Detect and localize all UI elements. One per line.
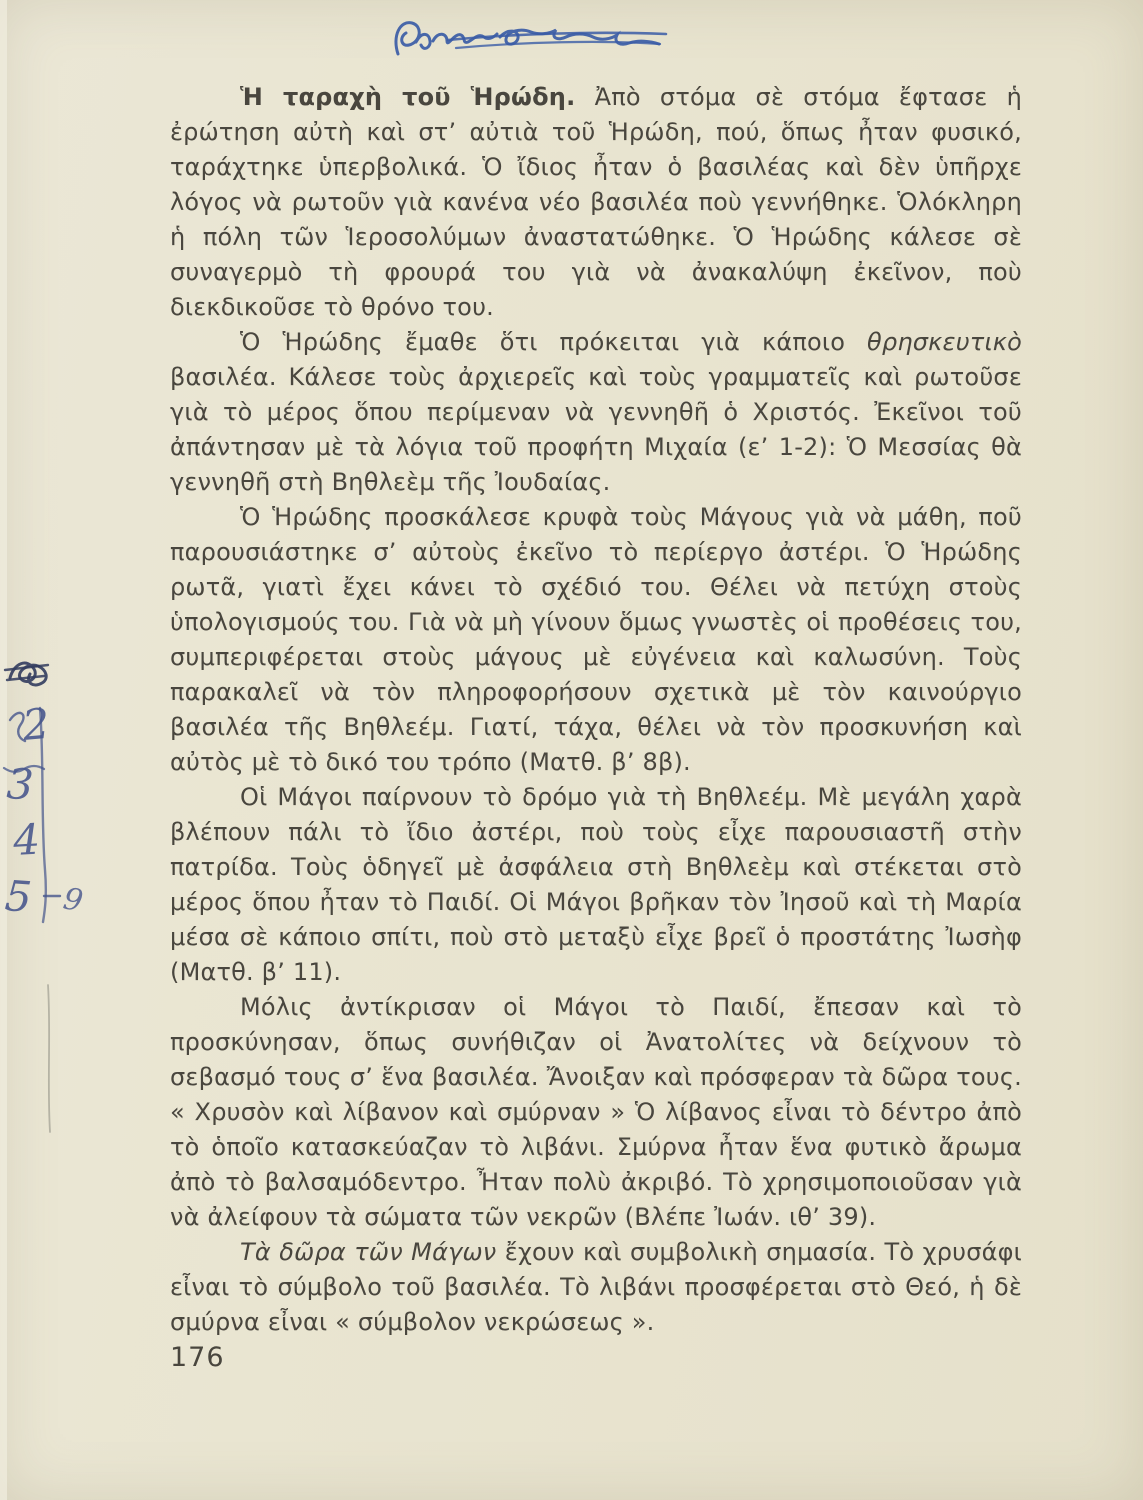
text-segment: θρησκευτικὸ [867,328,1022,356]
margin-mark: 9 [60,881,86,920]
ink-scribble-annotation [390,14,675,66]
text-segment: Τὰ δῶρα τῶν Μάγων [240,1238,497,1266]
page-number: 176 [170,1342,225,1373]
text-segment: Ὁ Ἡρώδης προσκάλεσε κρυφὰ τοὺς Μάγους γιὰ νὰ μάθη, ποῦ παρουσιάστηκε σ’ αὐτοὺς ἐκεῖνο τὸ περίεργο ἀστέρι. Ὁ Ἡρώδης ρωτᾶ, γιατὶ ἔχει κάνει τὸ σχέδιό του. Θέλει νὰ πετύχη στοὺς ὑπολογισμούς του. Γιὰ νὰ μὴ γίνουν ὅμως γνωστὲς οἱ προθέσεις του, συμπεριφέρεται στοὺς μάγους μὲ εὐγένεια καὶ καλωσύνη. Τοὺς παρακαλεῖ νὰ τὸν πληροφορήσουν σχετικὰ μὲ τὸν καινούργιο βασιλέα τῆς Βηθλεέμ. Γιατί, τάχα, θέλει νὰ τὸν προσκυνήση καὶ αὐτὸς μὲ τὸ δικό του τρόπο (Ματθ. β’ 8β). [170,503,1022,776]
paragraph [170,1235,1022,1340]
text-segment: ἔχουν καὶ συμβολικὴ σημασία. Τὸ χρυσάφι εἶναι τὸ σύμβολο τοῦ βασιλέα. Τὸ λιβάνι προσφέρεται στὸ Θεό, ἡ δὲ σμύρνα εἶναι « σύμβολον νεκρώσεως ». [170,1238,1022,1336]
paragraph [170,500,1022,780]
pencil-line [48,985,50,1132]
margin-mark: 5 [3,871,34,922]
paragraph [170,325,1022,500]
text-segment: Μόλις ἀντίκρισαν οἱ Μάγοι τὸ Παιδί, ἔπεσαν καὶ τὸ προσκύνησαν, ὅπως συνήθιζαν οἱ Ἀνατολίτες νὰ δείχνουν τὸ σεβασμό τους σ’ ἕνα βασιλέα. Ἄνοιξαν καὶ πρόσφεραν τὰ δῶρα τους. « Χρυσὸν καὶ λίβανον καὶ σμύρναν » Ὁ λίβανος εἶναι τὸ δέντρο ἀπὸ τὸ ὁποῖο κατασκεύαζαν τὸ λιβάνι. Σμύρνα ἦταν ἕνα φυτικὸ ἄρωμα ἀπὸ τὸ βαλσαμόδεντρο. Ἦταν πολὺ ἀκριβό. Τὸ χρησιμοποιοῦσαν γιὰ νὰ ἀλείφουν τὰ σώματα τῶν νεκρῶν (Βλέπε Ἰωάν. ιθ’ 39). [170,993,1022,1231]
text-segment: Ὁ Ἡρώδης ἔμαθε ὅτι πρόκειται γιὰ κάποιο [240,328,868,356]
paragraph [170,780,1022,990]
text-segment: Οἱ Μάγοι παίρνουν τὸ δρόμο γιὰ τὴ Βηθλεέμ. Μὲ μεγάλη χαρὰ βλέπουν πάλι τὸ ἴδιο ἀστέρι, ποὺ τοὺς εἶχε παρουσιαστῆ στὴν πατρίδα. Τοὺς ὁδηγεῖ μὲ ἀσφάλεια στὴ Βηθλεὲμ καὶ στέκεται στὸ μέρος ὅπου ἦταν τὸ Παιδί. Οἱ Μάγοι βρῆκαν τὸν Ἰησοῦ καὶ τὴ Μαρία μέσα σὲ κάποιο σπίτι, ποὺ στὸ μεταξὺ εἶχε βρεῖ ὁ προστάτης Ἰωσὴφ (Ματθ. β’ 11). [170,783,1022,986]
text-segment: βασιλέα. Κάλεσε τοὺς ἀρχιερεῖς καὶ τοὺς γραμματεῖς καὶ ρωτοῦσε γιὰ τὸ μέρος ὅπου περίμεναν νὰ γεννηθῆ ὁ Χριστός. Ἐκεῖνοι τοῦ ἀπάντησαν μὲ τὰ λόγια τοῦ προφήτη Μιχαία (ε’ 1-2): Ὁ Μεσσίας θὰ γεννηθῆ στὴ Βηθλεὲμ τῆς Ἰουδαίας. [170,363,1022,496]
paragraph [170,80,1022,325]
paragraph [170,990,1022,1235]
margin-annotations [0,640,130,1160]
margin-mark: 4 [11,814,42,865]
margin-mark: 2 [20,698,52,750]
text-column [170,80,1022,1340]
text-segment: Ἀπὸ στόμα σὲ στόμα ἔφτασε ἡ ἐρώτηση αὐτὴ καὶ στ’ αὐτιὰ τοῦ Ἡρώδη, πού, ὅπως ἦταν φυσικό, ταράχτηκε ὑπερβολικά. Ὁ ἴδιος ἦταν ὁ βασιλέας καὶ δὲν ὑπῆρχε λόγος νὰ ρωτοῦν γιὰ κανένα νέο βασιλέα ποὺ γεννήθηκε. Ὁλόκληρη ἡ πόλη τῶν Ἱεροσολύμων ἀναστατώθηκε. Ὁ Ἡρώδης κάλεσε σὲ συναγερμὸ τὴ φρουρά του γιὰ νὰ ἀνακαλύψη ἐκεῖνον, ποὺ διεκδικοῦσε τὸ θρόνο του. [170,83,1022,321]
margin-mark: 3 [5,759,35,810]
run-in-heading: Ἡ ταραχὴ τοῦ Ἡρώδη. [240,83,576,111]
